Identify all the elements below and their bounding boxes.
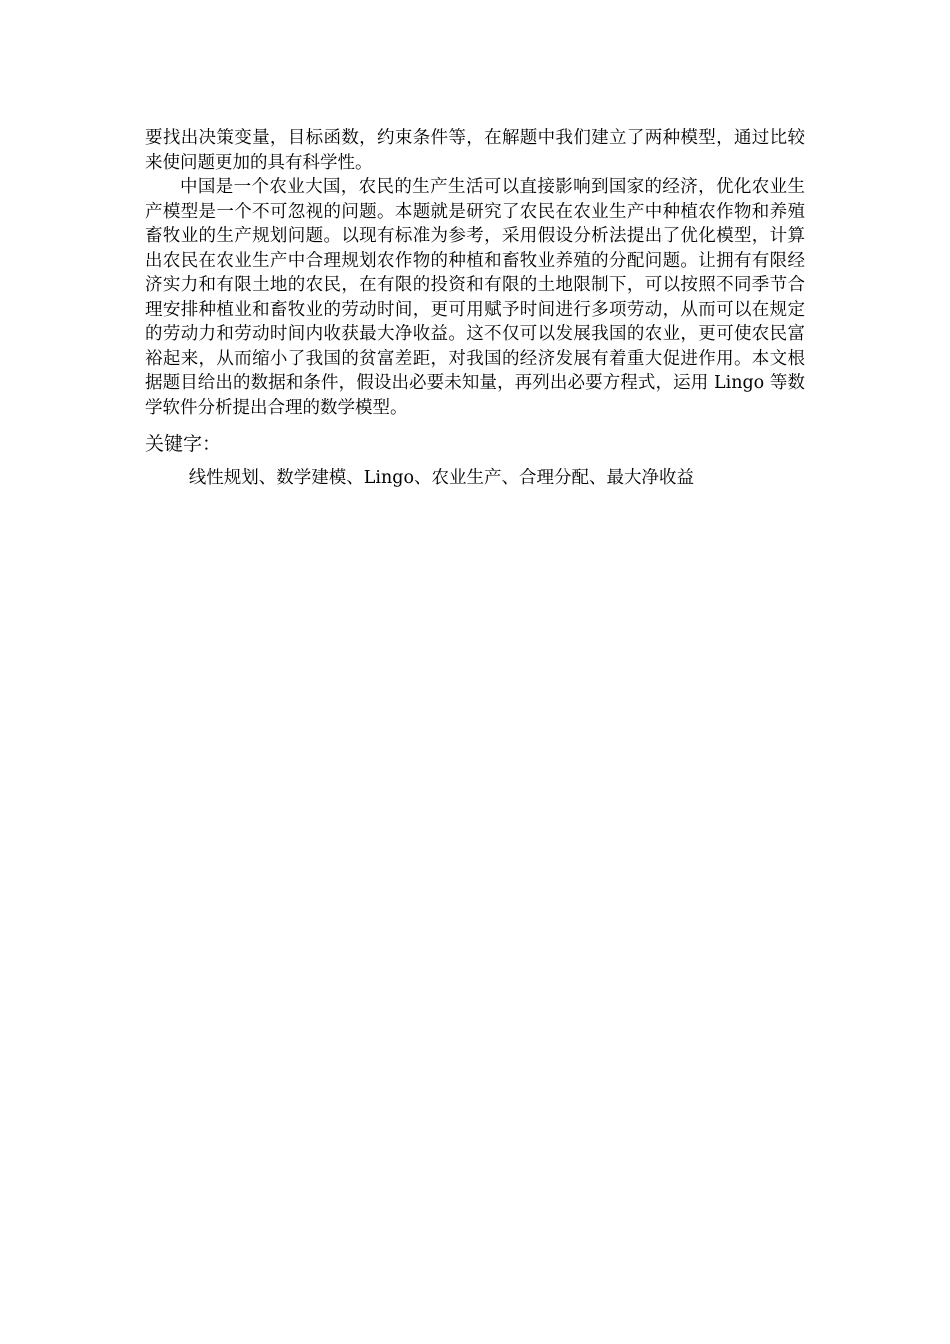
paragraph-continued: 要找出决策变量，目标函数，约束条件等，在解题中我们建立了两种模型，通过比较来使问题更加的具有科学性。 (145, 128, 805, 173)
document-body (145, 126, 805, 491)
keywords-heading: 关键字： (145, 433, 222, 455)
paragraph-abstract: 中国是一个农业大国，农民的生产生活可以直接影响到国家的经济，优化农业生产模型是一个不可忽视的问题。本题就是研究了农民在农业生产中种植农作物和养殖畜牧业的生产规划问题。以现有标准为参考，采用假设分析法提出了优化模型，计算出农民在农业生产中合理规划农作物的种植和畜牧业养殖的分配问题。让拥有有限经济实力和有限土地的农民，在有限的投资和有限的土地限制下，可以按照不同季节合理安排种植业和畜牧业的劳动时间，更可用赋予时间进行多项劳动，从而可以在规定的劳动力和劳动时间内收获最大净收益。这不仅可以发展我国的农业，更可使农民富裕起来，从而缩小了我国的贫富差距，对我国的经济发展有着重大促进作用。本文根据题目给出的数据和条件，假设出必要未知量，再列出必要方程式，运用 Lingo 等数学软件分析提出合理的数学模型。 (145, 177, 805, 418)
keywords-list: 线性规划、数学建模、Lingo、农业生产、合理分配、最大净收益 (188, 468, 694, 488)
